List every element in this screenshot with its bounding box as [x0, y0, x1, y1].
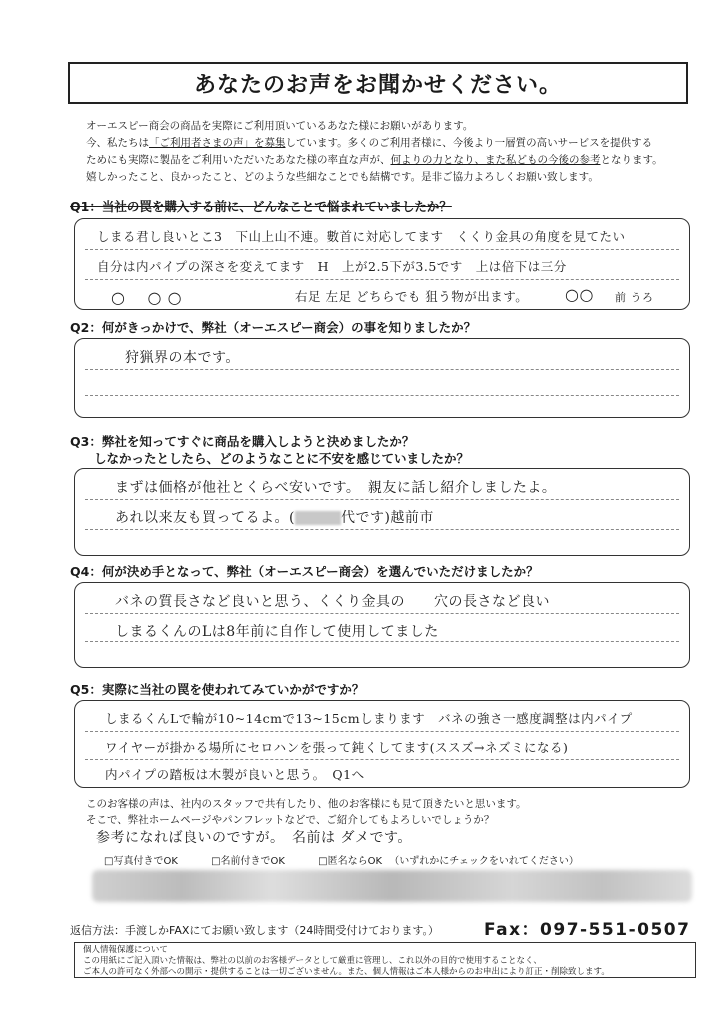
handwritten-answer: 狩猟界の本です。	[125, 350, 240, 366]
consent-options	[104, 852, 609, 867]
handwritten-answer	[115, 507, 434, 527]
ruled-line	[85, 279, 679, 280]
question-2: Q2：何がきっかけで、弊社（オーエスピー商会）の事を知りましたか？	[70, 320, 477, 335]
question-4: Q4：何が決め手となって、弊社（オーエスピー商会）を選んでいただけましたか？	[70, 564, 539, 579]
handwritten-text: 代です)越前市	[340, 510, 434, 526]
circle-doodles: ○○	[565, 285, 594, 304]
intro-text: しています。多くのご利用者様に、今後より一層質の高いサービスを提供する	[285, 137, 653, 149]
consent-line-2: そこで、弊社ホームページやパンフレットなどで、ご紹介してもよろしいでしょうか？	[86, 814, 495, 826]
fax-number: Fax：097-551-0507	[484, 920, 691, 940]
ruled-line	[85, 613, 679, 614]
handwritten-answer: ワイヤーが掛かる場所にセロハンを張って鈍くしてます(ススズ→ネズミになる)	[105, 740, 569, 755]
ruled-line	[85, 395, 679, 396]
question-3-line-2: しなかったとしたら、どのようなことに不安を感じていましたか？	[94, 451, 470, 466]
question-1: Q1：当社の罠を購入する前に、どんなことで悩まれていましたか？	[70, 199, 452, 214]
intro-text: 今、私たちは	[86, 137, 149, 149]
handwritten-answer: しまる君し良いとこ3 下山上山不連。數首に対応してます くくり金具の角度を見てたい	[97, 229, 626, 244]
answer-box-4[interactable]	[74, 582, 690, 668]
handwritten-answer: バネの質長さなど良いと思う、くくり金具の 穴の長さなど良い	[115, 594, 550, 610]
checkbox-photo-ok[interactable]: □写真付きでOK	[104, 856, 178, 867]
answer-box-1[interactable]	[74, 218, 690, 310]
circle-doodles: ○ ○ ○	[111, 288, 183, 307]
intro-line-2	[86, 135, 698, 152]
ruled-line	[85, 369, 679, 370]
privacy-line-2: ご本人の許可なく外部への開示・提供することは一切ございません。また、個人情報はご本人様からのお申出により訂正・削除致します。	[83, 967, 610, 977]
intro-line-1: オーエスピー商会の商品を実際にご利用頂いているあなた様にお願いがあります。	[86, 120, 474, 132]
consent-line-1: このお客様の声は、社内のスタッフで共有したり、他のお客様にも見て頂きたいと思います。	[86, 798, 527, 810]
intro-highlight: 何よりの力となり、また私どもの今後の参考	[390, 154, 601, 166]
answer-box-2[interactable]	[74, 338, 690, 418]
privacy-line-1: この用紙にご記入頂いた情報は、弊社の以前のお客様データとして厳重に管理し、これ以外の目的で使用することなく、	[83, 956, 542, 966]
checkbox-name-ok[interactable]: □名前付きでOK	[211, 856, 285, 867]
handwritten-answer: 右足 左足 どちらでも 狙う物が出ます。	[295, 289, 529, 304]
ruled-line	[85, 529, 679, 530]
return-method: 返信方法：手渡しかFAXにてお願い致します（24時間受付けております。）	[70, 924, 439, 937]
ruled-line	[85, 641, 679, 642]
blurred-region	[92, 870, 692, 902]
handwritten-answer: しまるくんのLは8年前に自作して使用してました	[115, 624, 439, 640]
question-3-line-1: Q3：弊社を知ってすぐに商品を購入しようと決めましたか？	[70, 434, 415, 449]
consent-note: （いずれかにチェックをいれてください）	[389, 856, 579, 867]
handwritten-answer: 自分は内パイプの深さを変えてます H 上が2.5下が3.5です 上は倍下は三分	[97, 259, 567, 274]
handwritten-answer: しまるくんLで輪が10~14cmで13~15cmしまります バネの強さ一感度調整は内パイプ	[105, 711, 633, 726]
intro-text: ためにも実際に製品をご利用いただいたあなた様の率直な声が、	[86, 154, 391, 166]
answer-box-5[interactable]	[74, 700, 690, 788]
intro-highlight: 「ご利用者さまの声」を募集	[149, 137, 286, 149]
handwritten-answer: 前 うろ	[615, 291, 654, 304]
privacy-notice	[74, 942, 696, 978]
question-5: Q5：実際に当社の罠を使われてみていかがですか？	[70, 682, 365, 697]
redacted-block	[295, 511, 341, 525]
handwritten-answer: まずは価格が他社とくらべ安いです。 親友に話し紹介しましたよ。	[115, 480, 557, 496]
answer-box-3[interactable]	[74, 468, 690, 556]
page-title: あなたのお声をお聞かせください。	[68, 62, 688, 104]
handwritten-consent: 参考になれば良いのですが。 名前は ダメです。	[96, 830, 412, 846]
intro-line-4: 嬉しかったこと、良かったこと、どのような些細なことでも結構です。是非ご協力よろしくお願い致します。	[86, 171, 599, 183]
checkbox-anonymous-ok[interactable]: □匿名ならOK	[318, 856, 383, 867]
handwritten-text: あれ以来友も買ってるよ。(	[115, 510, 295, 526]
ruled-line	[85, 759, 679, 760]
ruled-line	[85, 731, 679, 732]
ruled-line	[85, 249, 679, 250]
intro-line-3	[86, 152, 698, 169]
handwritten-answer: 内パイプの踏板は木製が良いと思う。 Q1へ	[105, 767, 365, 782]
privacy-title: 個人情報保護について	[83, 945, 168, 955]
intro-text: となります。	[600, 154, 663, 166]
ruled-line	[85, 499, 679, 500]
